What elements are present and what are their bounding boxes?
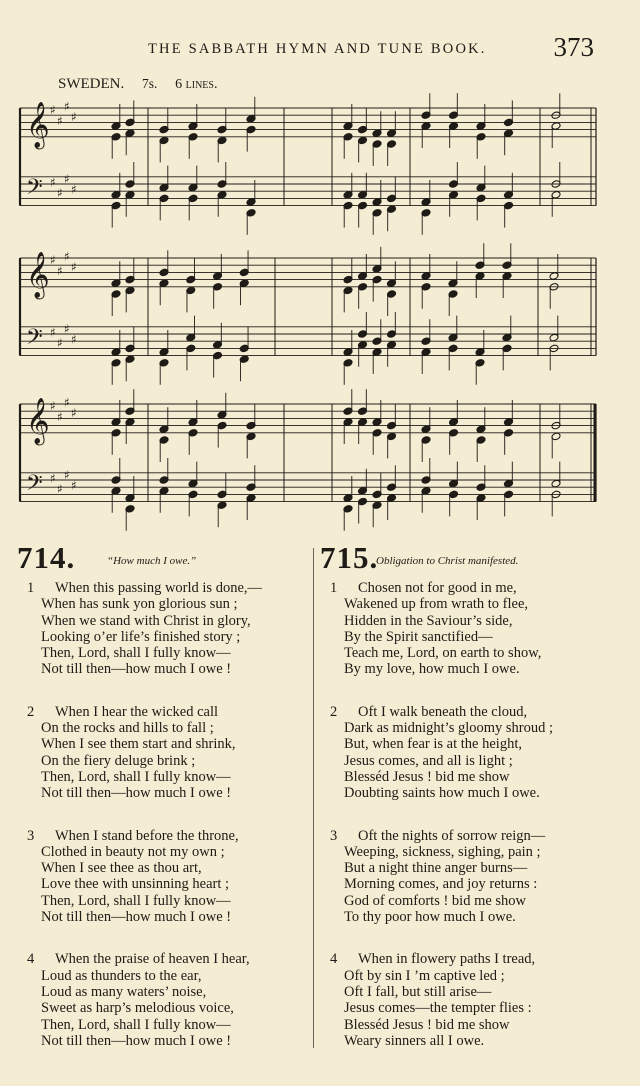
stanza [320, 580, 630, 678]
verse-line: When we stand with Christ in glory, [41, 612, 251, 629]
verse-line: When I stand before the throne, [55, 827, 239, 844]
sharp-sign: ♯ [64, 171, 70, 186]
sharp-sign: ♯ [71, 260, 77, 275]
sharp-sign: ♯ [71, 110, 77, 125]
sharp-sign: ♯ [50, 175, 56, 190]
sharp-sign: ♯ [64, 99, 70, 114]
verse-line: Loud as many waters’ noise, [41, 983, 207, 1000]
sharp-sign: ♯ [50, 325, 56, 340]
stanza [17, 580, 307, 678]
stanza-list [320, 580, 630, 1049]
verse-line: Hidden in the Saviour’s side, [344, 612, 513, 629]
sharp-sign: ♯ [71, 478, 77, 493]
verse-line: Oft I walk beneath the cloud, [358, 703, 528, 720]
verse-line: By my love, how much I owe. [344, 661, 520, 678]
running-title: THE SABBATH HYMN AND TUNE BOOK. [148, 41, 487, 57]
verse-line: Oft the nights of sorrow reign— [358, 827, 546, 844]
verse-line: Weary sinners all I owe. [344, 1032, 485, 1049]
bass-clef: 𝄢 [26, 470, 43, 501]
verse-line: Dark as midnight’s gloomy shroud ; [344, 720, 554, 737]
verse-line: Love thee with unsinning heart ; [41, 876, 230, 893]
tune-name: SWEDEN. [58, 76, 125, 92]
treble-clef: 𝄞 [26, 252, 50, 298]
sharp-sign: ♯ [71, 332, 77, 347]
verse-line: But, when fear is at the height, [344, 736, 522, 753]
sharp-sign: ♯ [71, 182, 77, 197]
bass-clef: 𝄢 [26, 324, 43, 355]
verse-line: Not till then—how much I owe ! [41, 785, 232, 802]
sharp-sign: ♯ [50, 399, 56, 413]
verse-line: Looking o’er life’s finished story ; [41, 628, 241, 645]
verse-line: Then, Lord, shall I fully know— [41, 768, 231, 785]
verse-line: Oft I fall, but still arise— [344, 983, 492, 1000]
treble-clef: 𝄞 [26, 398, 50, 444]
verse-line: When I see thee as thou art, [41, 860, 202, 877]
music-score [0, 0, 640, 540]
verse-line: When I hear the wicked call [55, 703, 219, 720]
verse-line: By the Spirit sanctified— [344, 628, 493, 645]
stanza [320, 704, 630, 802]
sharp-sign: ♯ [57, 482, 63, 497]
verse-line: Morning comes, and joy returns : [344, 876, 538, 893]
sharp-sign: ♯ [64, 395, 70, 410]
verse-line: When I see them start and shrink, [41, 736, 236, 753]
verse-line: When has sunk yon glorious sun ; [41, 596, 238, 613]
stanza [320, 951, 630, 1049]
stanza [17, 828, 307, 926]
page-number: 373 [553, 32, 594, 62]
sharp-sign: ♯ [57, 186, 63, 201]
sharp-sign: ♯ [57, 263, 63, 278]
sharp-sign: ♯ [57, 409, 63, 424]
stanza-number: 2 [330, 703, 338, 720]
sharp-sign: ♯ [71, 406, 77, 421]
verse-line: When the praise of heaven I hear, [55, 951, 250, 968]
verse-line: Then, Lord, shall I fully know— [41, 645, 231, 662]
sharp-sign: ♯ [57, 336, 63, 351]
verse-line: God of comforts ! bid me show [344, 892, 527, 909]
stanza-number: 4 [27, 951, 35, 968]
hymn-number: 714. [17, 540, 76, 575]
tune-lines: 6 lines. [175, 77, 218, 92]
verse-line: Teach me, Lord, on earth to show, [344, 645, 542, 662]
verse-line: Not till then—how much I owe ! [41, 661, 232, 678]
sharp-sign: ♯ [57, 113, 63, 128]
verse-line: Not till then—how much I owe ! [41, 909, 232, 926]
verse-line: Chosen not for good in me, [358, 580, 517, 596]
verse-line: Jesus comes, and all is light ; [344, 752, 513, 769]
hymn-title: Obligation to Christ manifested. [376, 555, 519, 567]
sharp-sign: ♯ [50, 253, 56, 267]
sharp-sign: ♯ [50, 103, 56, 117]
verse-line: When this passing world is done,— [55, 580, 263, 596]
stanza-number: 1 [27, 580, 35, 596]
verse-line: Oft by sin I ’m captive led ; [344, 967, 505, 984]
verse-line: Blesséd Jesus ! bid me show [344, 1016, 510, 1033]
hymn-header [17, 540, 307, 580]
verse-line: To thy poor how much I owe. [344, 909, 516, 926]
hymn-715 [320, 540, 630, 1075]
verse-line: Sweet as harp’s melodious voice, [41, 1000, 234, 1017]
sharp-sign: ♯ [64, 321, 70, 336]
stanza-number: 1 [330, 580, 338, 596]
hymn-714 [17, 540, 307, 1075]
verse-line: Clothed in beauty not my own ; [41, 843, 225, 860]
sharp-sign: ♯ [50, 471, 56, 486]
column-divider [313, 548, 314, 1048]
verse-line: On the fiery deluge brink ; [41, 752, 196, 769]
stanza-list [17, 580, 307, 1049]
verse-line: Then, Lord, shall I fully know— [41, 1016, 231, 1033]
hymn-number: 715. [320, 540, 379, 575]
stanza [320, 828, 630, 926]
stanza-number: 2 [27, 703, 35, 720]
sharp-sign: ♯ [64, 467, 70, 482]
verse-line: Wakened up from wrath to flee, [344, 596, 529, 613]
stanza-number: 4 [330, 951, 338, 968]
verse-line: Weeping, sickness, sighing, pain ; [344, 843, 541, 860]
bass-clef: 𝄢 [26, 174, 43, 205]
hymn-title: “How much I owe.” [107, 555, 197, 567]
verse-line: Loud as thunders to the ear, [41, 967, 202, 984]
verse-line: But a night thine anger burns— [344, 860, 528, 877]
verse-line: On the rocks and hills to fall ; [41, 720, 214, 737]
verse-line: Then, Lord, shall I fully know— [41, 892, 231, 909]
stanza-number: 3 [330, 827, 338, 844]
verse-line: When in flowery paths I tread, [358, 951, 536, 968]
stanza-number: 3 [27, 827, 35, 844]
hymn-header [320, 540, 630, 580]
verse-line: Blesséd Jesus ! bid me show [344, 768, 510, 785]
tune-meter: 7s. [142, 76, 158, 91]
treble-clef: 𝄞 [26, 102, 50, 148]
sharp-sign: ♯ [64, 249, 70, 264]
stanza [17, 951, 307, 1049]
verse-line: Not till then—how much I owe ! [41, 1032, 232, 1049]
verse-line: Jesus comes—the tempter flies : [344, 1000, 532, 1017]
stanza [17, 704, 307, 802]
verse-line: Doubting saints how much I owe. [344, 785, 540, 802]
